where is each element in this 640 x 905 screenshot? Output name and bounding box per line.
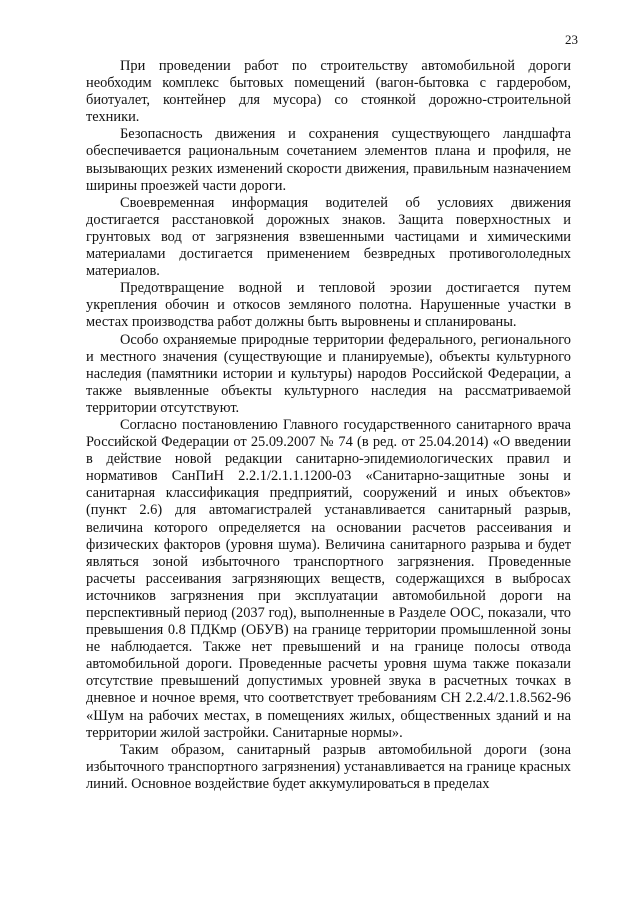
- document-body: [86, 58, 571, 793]
- paragraph-sanitary-gap-conclusion: Таким образом, санитарный разрыв автомобильной дороги (зона избыточного транспортного загрязнения) устанавливается на границе красных линий. Основное воздействие будет аккумулироваться в пределах: [86, 741, 571, 792]
- paragraph-sanitary-gap-regulation: Согласно постановлению Главного государственного санитарного врача Российской Федерации от 25.09.2007 № 74 (в ред. от 25.04.2014) «О введении в действие новой редакции санитарно-эпидемиологических правил и нормативов СанПиН 2.2.1/2.1.1.1200-03 «Санитарно-защитные зоны и санитарная классификация предприятий, сооружений и иных объектов» (пункт 2.6) для автомагистралей устанавливается санитарный разрыв, величина которого определяется на основании расчетов рассеивания и физических факторов (уровня шума). Величина санитарного разрыва и будет являться зоной избыточного транспортного загрязнения. Проведенные расчеты рассеивания загрязняющих веществ, содержащихся в выбросах источников загрязнения при эксплуатации автомобильной дороги на перспективный период (2037 год), выполненные в Разделе ООС, показали, что превышения 0.8 ПДКмр (ОБУВ) на границе территории промышленной зоны не наблюдается. Также нет превышений и на границе полосы отвода автомобильной дороги. Проведенные расчеты уровня шума также показали отсутствие превышений допустимых уровней звука в расчетных точках в дневное и ночное время, что соответствует требованиям СН 2.2.4/2.1.8.562-96 «Шум на рабочих местах, в помещениях жилых, общественных зданий и на территории жилой застройки. Санитарные нормы».: [86, 416, 571, 741]
- paragraph-protected-areas: Особо охраняемые природные территории федерального, регионального и местного значения (существующие и планируемые), объекты культурного наследия (памятники истории и культуры) народов Российской Федерации, а также выявленные объекты культурного наследия на рассматриваемой территории отсутствуют.: [86, 331, 571, 416]
- paragraph-erosion-prevention: Предотвращение водной и тепловой эрозии достигается путем укрепления обочин и откосов земляного полотна. Нарушенные участки в местах производства работ должны быть выровнены и спланированы.: [86, 280, 571, 331]
- page-number: 23: [565, 32, 578, 47]
- paragraph-road-signs-water-protection: Своевременная информация водителей об условиях движения достигается расстановкой дорожных знаков. Защита поверхностных и грунтовых вод от загрязнения взвешенными частицами и химическими материалами достигается применением безвредных противогололедных материалов.: [86, 194, 571, 280]
- paragraph-traffic-safety: Безопасность движения и сохранения существующего ландшафта обеспечивается рациональным сочетанием элементов плана и профиля, не вызывающих резких изменений скорости движения, правильным назначением ширины проезжей части дороги.: [86, 126, 571, 194]
- paragraph-construction-facilities: При проведении работ по строительству автомобильной дороги необходим комплекс бытовых помещений (вагон-бытовка с гардеробом, биотуалет, контейнер для мусора) со стоянкой дорожно-строительной техники.: [86, 58, 571, 126]
